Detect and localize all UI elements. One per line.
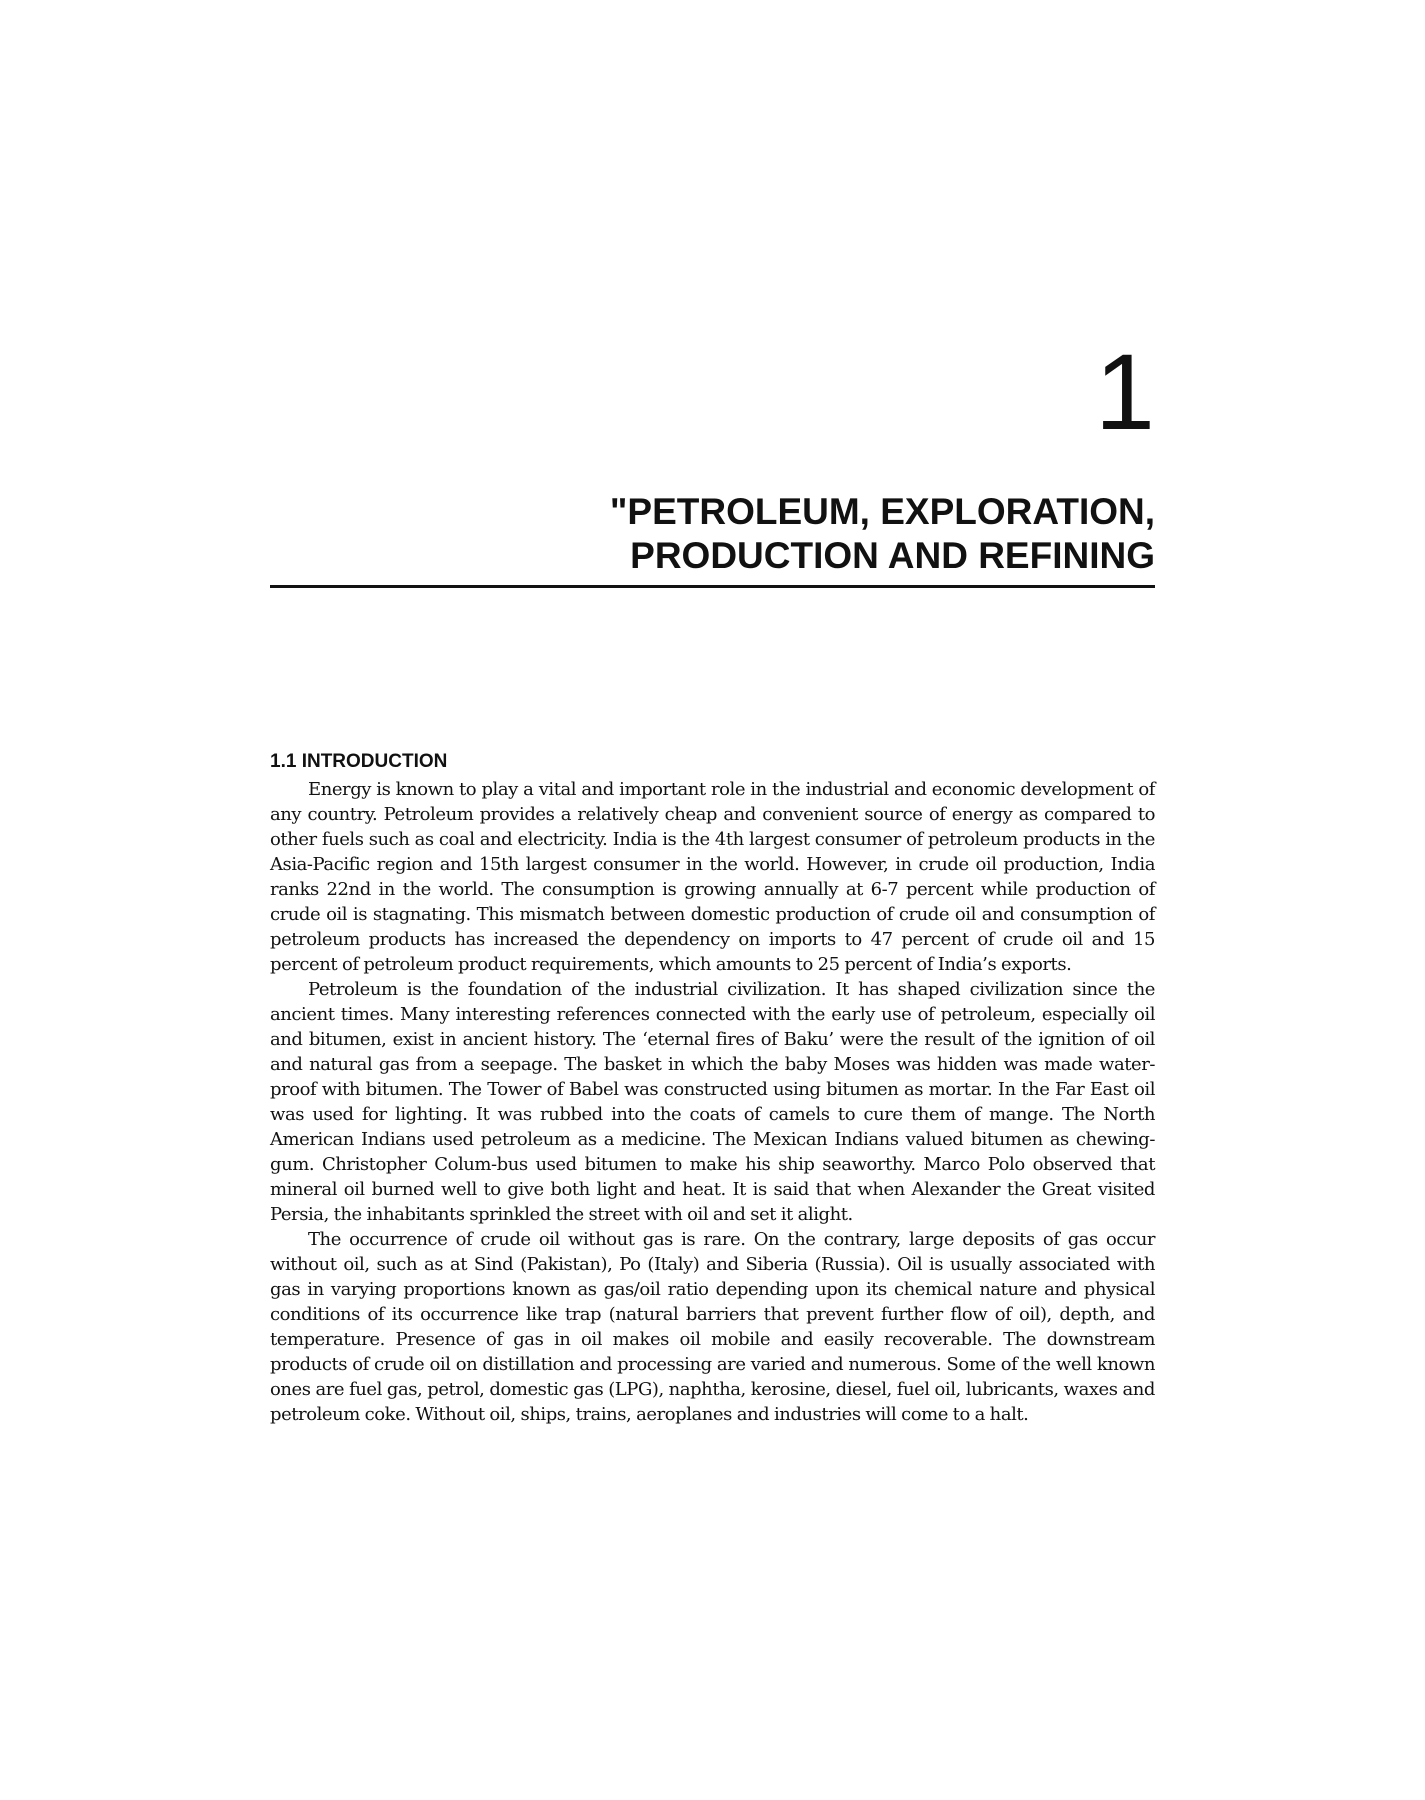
section-heading: 1.1 INTRODUCTION <box>270 751 448 772</box>
paragraph-2: Petroleum is the foundation of the industrial civilization. It has shaped civilization since the ancient times. Many interesting references connected with the early use of petroleum, especially oil and bitumen, exist in ancient history. The ‘eternal fires of Baku’ were the result of the ignition of oil and natural gas from a seepage. The basket in which the baby Moses was hidden was made water-proof with bitumen. The Tower of Babel was constructed using bitumen as mortar. In the Far East oil was used for lighting. It was rubbed into the coats of camels to cure them of mange. The North American Indians used petroleum as a medicine. The Mexican Indians valued bitumen as chewing-gum. Christopher Colum-bus used bitumen to make his ship seaworthy. Marco Polo observed that mineral oil burned well to give both light and heat. It is said that when Alexander the Great visited Persia, the inhabitants sprinkled the street with oil and set it alight. <box>270 979 1155 1225</box>
chapter-number: 1 <box>1094 331 1155 452</box>
title-divider <box>270 585 1155 588</box>
paragraph-1: Energy is known to play a vital and important role in the industrial and economic development of any country. Petroleum provides a relatively cheap and convenient source of energy as compared to other fuels such as coal and electricity. India is the 4th largest consumer of petroleum products in the Asia-Pacific region and 15th largest consumer in the world. However, in crude oil production, India ranks 22nd in the world. The consumption is growing annually at 6-7 percent while production of crude oil is stagnating. This mismatch between domestic production of crude oil and consumption of petroleum products has increased the dependency on imports to 47 percent of crude oil and 15 percent of petroleum product requirements, which amounts to 25 percent of India’s exports. <box>270 779 1155 975</box>
chapter-title-line-1: "PETROLEUM, EXPLORATION, <box>609 491 1155 532</box>
chapter-title <box>270 490 1155 578</box>
section-body <box>270 777 1155 1427</box>
chapter-title-line-2: PRODUCTION AND REFINING <box>630 535 1155 576</box>
paragraph-3: The occurrence of crude oil without gas is rare. On the contrary, large deposits of gas occur without oil, such as at Sind (Pakistan), Po (Italy) and Siberia (Russia). Oil is usually associated with gas in varying proportions known as gas/oil ratio depending upon its chemical nature and physical conditions of its occurrence like trap (natural barriers that prevent further flow of oil), depth, and temperature. Presence of gas in oil makes oil mobile and easily recoverable. The downstream products of crude oil on distillation and processing are varied and numerous. Some of the well known ones are fuel gas, petrol, domestic gas (LPG), naphtha, kerosine, diesel, fuel oil, lubricants, waxes and petroleum coke. Without oil, ships, trains, aeroplanes and industries will come to a halt. <box>270 1229 1155 1425</box>
